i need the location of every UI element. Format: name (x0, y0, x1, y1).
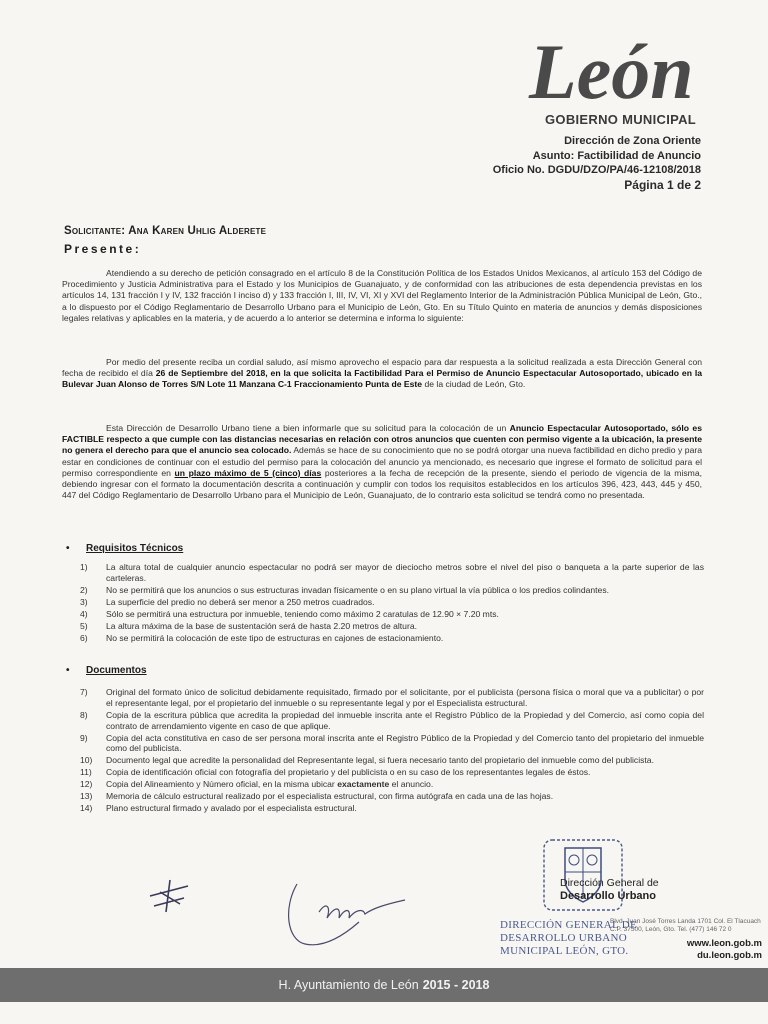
stamp-line3: MUNICIPAL LEÓN, GTO. (500, 945, 629, 957)
list-item (80, 779, 704, 790)
list-item (80, 633, 704, 644)
director-title-line1: Dirección General de (560, 877, 659, 889)
item-number: 5) (80, 620, 88, 631)
item-text: No se permitirá la colocación de este tipo de estructuras en cajones de estacionamiento. (106, 632, 444, 643)
initials-signature (140, 876, 200, 916)
documentos-heading (66, 665, 147, 676)
item-text: Documento legal que acredite la personalidad del Representante legal, si fuera necesario tanto del propietario del inmueble como del publicista. (106, 755, 654, 766)
footer-years: 2015 - 2018 (422, 978, 490, 992)
logo-text: León (529, 28, 694, 115)
item-text: La altura máxima de la base de sustentación será de hasta 2.20 metros de altura. (106, 620, 417, 631)
paragraph-3 (62, 423, 702, 501)
item-number: 1) (80, 562, 88, 572)
list-item (80, 733, 704, 755)
item-number: 7) (80, 687, 88, 697)
documentos-title: Documentos (86, 665, 147, 676)
director-title-line2: Desarrollo Urbano (560, 890, 656, 902)
government-label: GOBIERNO MUNICIPAL (545, 112, 697, 127)
websites (687, 938, 762, 961)
list-item (80, 687, 704, 709)
office-number: Oficio No. DGDU/DZO/PA/46-12108/2018 (492, 164, 701, 176)
website-1[interactable]: www.leon.gob.m (686, 938, 762, 949)
item-number: 9) (80, 732, 88, 743)
item-text: Memoria de cálculo estructural realizado por el especialista estructural, con firma autógrafa en cada una de las hojas. (106, 791, 554, 802)
list-item (80, 562, 704, 584)
paragraph-3-bold: Anuncio Espectacular Autosoportado, sólo es FACTIBLE respecto a que cumple con las distancias necesarias en relación con otros anuncios que cuenten con permiso vigente a la ubicación, la presente no genera el derecho para que el anuncio sea colocado. (62, 423, 702, 456)
address-line1: Blvd. Juan José Torres Landa 1701 Col. El Tlacuach (610, 918, 761, 925)
item-text: Copia de la escritura pública que acredita la propiedad del inmueble inscrita ante el Registro Público de la Propiedad y del Comercio, así como copia del contrato de arrendamiento vigente en caso de que aplique. (106, 709, 704, 731)
list-item (80, 755, 704, 766)
item-text: Plano estructural firmado y avalado por el especialista estructural. (106, 803, 357, 814)
item-text: La altura total de cualquier anuncio espectacular no podrá ser mayor de dieciocho metros sobre el nivel del piso o banqueta a la parte superior de las carteleras. (106, 562, 704, 583)
item-number: 11) (80, 767, 92, 778)
documentos-list (80, 687, 704, 815)
subject-label: Asunto: Factibilidad de Anuncio (532, 149, 701, 162)
item-number: 8) (80, 709, 88, 720)
item-text: Copia del Alineamiento y Número oficial, en la misma ubicar (106, 779, 338, 790)
page-number: Página 1 de 2 (624, 177, 701, 192)
presente-line: Presente: (64, 242, 142, 256)
director-signature (283, 878, 423, 948)
item-text: Original del formato único de solicitud debidamente requisitado, firmado por el solicitante, por el publicista (persona física o moral que va a publicitar) o por el representante legal, por el propietario del inmueble o su representante legal y por el Especialista estructural. (106, 687, 704, 708)
requisitos-title: Requisitos Técnicos (86, 543, 184, 554)
address-line2: C.P. 37500, León, Gto. Tel. (477) 146 72 0 (610, 926, 732, 933)
item-text: Copia del acta constitutiva en caso de ser persona moral inscrita ante el Registro Público de la Propiedad y del Comercio tanto del propietario del inmueble como del publicista. (106, 732, 704, 754)
item-text: La superficie del predio no deberá ser menor a 250 metros cuadrados. (106, 596, 375, 607)
item-number: 13) (80, 791, 93, 802)
item-number: 10) (80, 755, 93, 766)
item-text: Copia de identificación oficial con fotografía del propietario y del publicista o en su caso de los representantes legales de éstos. (106, 767, 591, 778)
header-info (493, 134, 701, 192)
direction-label: Dirección de Zona Oriente (564, 135, 701, 147)
item-number: 14) (80, 803, 93, 814)
bullet-icon: • (66, 665, 70, 676)
list-item (80, 767, 704, 778)
paragraph-3-mid: Además se hace de su conocimiento que no se podrá otorgar una nueva factibilidad en dicho predio y para estar en condiciones de continuar con el estudio del permiso para la colocación del anuncio ya mencionado, es necesario que ingrese el formato de solicitud para el permiso correspondiente en (62, 445, 702, 478)
paragraph-3-end: posteriores a la fecha de recepción de la presente, siendo el periodo de vigencia de la misma, debiendo ingresar con el formato la documentación descrita a continuación y cumplir con todos los requisitos establecidos en los artículos 396, 423, 443, 445 y 450, 447 del Código Reglamentario de Desarrollo Urbano para el Municipio de León, Guanajuato, de lo contrario esta solicitud se tendrá como no presentada. (62, 467, 702, 501)
list-item (80, 803, 704, 814)
requisitos-heading (66, 543, 184, 554)
paragraph-3-deadline: un plazo máximo de 5 (cinco) días (174, 467, 322, 478)
paragraph-1-text: Atendiendo a su derecho de petición consagrado en el artículo 8 de la Constitución Política de los Estados Unidos Mexicanos, al artículo 153 del Código de Procedimiento y Justicia Administrativa para el Estado y los Municipios de Guanajuato, y de conformidad con las atribuciones de esta dependencia previstas en los artículos 14, 131 fracción I y IV, 132 fracción I inciso d) y 133 fracción I, III, IV, VI, XI y XVI del Reglamento Interior de la Administración Pública Municipal de León, Gto., a lo dispuesto por el Código Reglamentario de Desarrollo Urbano para el Municipio de León, Gto. En su Título Quinto en materia de anuncios y demás disposiciones legales relativas y aplicables en la materia, y de acuerdo a lo anterior se determina e informa lo siguiente: (62, 268, 702, 323)
bullet-icon: • (66, 543, 70, 554)
item-number: 12) (80, 779, 93, 790)
stamp-line2: DESARROLLO URBANO (500, 932, 628, 944)
item-number: 3) (80, 596, 88, 607)
list-item (80, 609, 704, 620)
leon-logo (525, 28, 705, 118)
footer-text: H. Ayuntamiento de León (278, 978, 419, 992)
item-number: 2) (80, 584, 88, 595)
office-address (610, 918, 761, 934)
paragraph-2-intro: Por medio del presente reciba un cordial saludo, así mismo aprovecho el espacio para dar respuesta a la solicitud realizada a esta Dirección General con fecha de recibido el día (62, 357, 702, 379)
director-title (560, 877, 659, 903)
item-number: 4) (80, 608, 88, 619)
paragraph-1 (62, 268, 702, 324)
paragraph-2-end: de la ciudad de León, Gto. (422, 379, 526, 390)
list-item (80, 710, 704, 732)
requisitos-list (80, 562, 704, 645)
list-item (80, 597, 704, 608)
paragraph-3-intro: Esta Dirección de Desarrollo Urbano tiene a bien informarle que su solicitud para la colocación de un (106, 423, 510, 433)
item-text: No se permitirá que los anuncios o sus estructuras invadan físicamente o en su plano virtual la vía pública o los predios colindantes. (106, 584, 610, 595)
item-number: 6) (80, 632, 88, 643)
website-2[interactable]: du.leon.gob.m (697, 949, 762, 961)
paragraph-2-bold: 26 de Septiembre del 2018, en la que solicita la Factibilidad Para el Permiso de Anuncio Espectacular Autosoportado, ubicado en la Bulevar Juan Alonso de Torres S/N Lote 11 Manzana C-1 Fraccionamiento Punta de Este (62, 368, 703, 390)
paragraph-2 (62, 357, 702, 391)
item-text: el anuncio. (389, 779, 434, 790)
item-text: exactamente (337, 779, 390, 790)
list-item (80, 791, 704, 802)
list-item (80, 621, 704, 632)
solicitante-line: Solicitante: Ana Karen Uhlig Alderete (64, 225, 267, 237)
item-text: Sólo se permitirá una estructura por inmueble, teniendo como máximo 2 caratulas de 12.90 × 7.20 mts. (106, 608, 499, 619)
footer-bar (0, 968, 768, 1002)
list-item (80, 585, 704, 596)
stamp-line1: DIRECCIÓN GENERAL DE (500, 919, 637, 931)
